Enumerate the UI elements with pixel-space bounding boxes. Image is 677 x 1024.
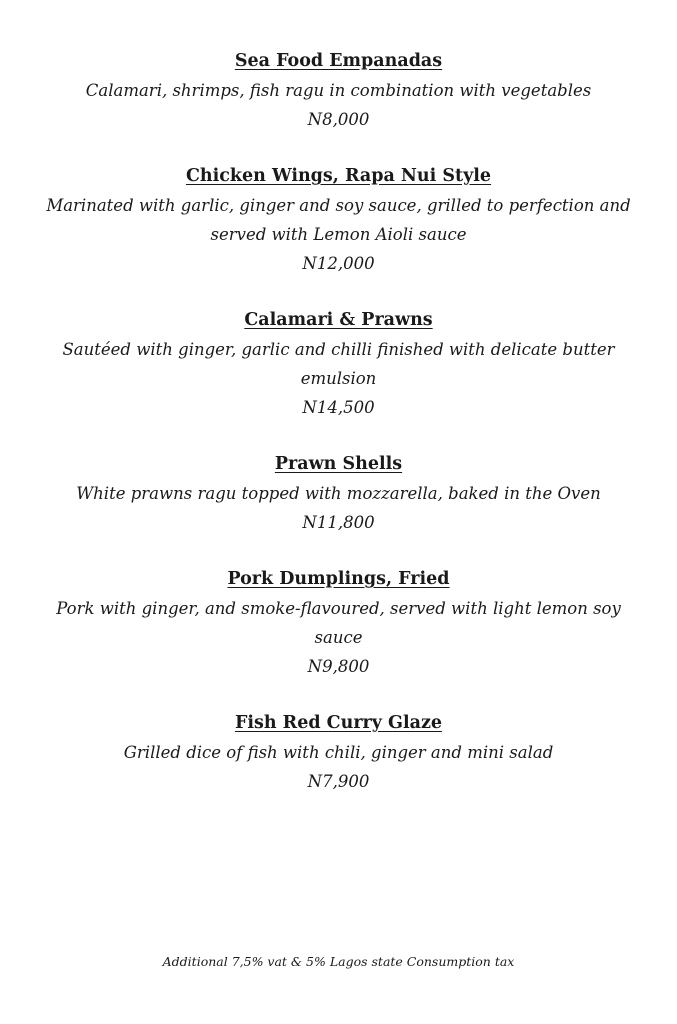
item-price: N8,000	[307, 110, 370, 129]
item-name: Chicken Wings, Rapa Nui Style	[185, 166, 492, 186]
menu-item-chicken-wings	[0, 162, 677, 278]
item-description: Marinated with garlic, ginger and soy sauce, grilled to perfection and served with Lemon Aioli sauce	[46, 196, 631, 244]
item-name: Calamari & Prawns	[244, 310, 433, 330]
menu-list	[0, 47, 677, 824]
item-name: Pork Dumplings, Fried	[227, 569, 450, 589]
item-price: N9,800	[307, 657, 370, 676]
item-price: N12,000	[302, 254, 375, 273]
tax-note: Additional 7,5% vat & 5% Lagos state Consumption tax	[162, 954, 515, 969]
item-name: Sea Food Empanadas	[234, 51, 443, 71]
menu-item-sea-food-empanadas	[0, 47, 677, 134]
menu-item-pork-dumplings	[0, 565, 677, 681]
item-price: N14,500	[302, 398, 375, 417]
menu-item-fish-red-curry-glaze	[0, 709, 677, 796]
item-description: White prawns ragu topped with mozzarella, baked in the Oven	[76, 484, 601, 503]
menu-item-calamari-prawns	[0, 306, 677, 422]
menu-item-prawn-shells	[0, 450, 677, 537]
item-description: Sautéed with ginger, garlic and chilli finished with delicate butter emulsion	[62, 340, 615, 388]
item-description: Calamari, shrimps, fish ragu in combination with vegetables	[85, 81, 592, 100]
item-name: Prawn Shells	[274, 454, 403, 474]
item-price: N7,900	[307, 772, 370, 791]
item-name: Fish Red Curry Glaze	[234, 713, 443, 733]
item-price: N11,800	[302, 513, 375, 532]
item-description: Pork with ginger, and smoke-flavoured, served with light lemon soy sauce	[56, 599, 621, 647]
item-description: Grilled dice of fish with chili, ginger and mini salad	[123, 743, 554, 762]
